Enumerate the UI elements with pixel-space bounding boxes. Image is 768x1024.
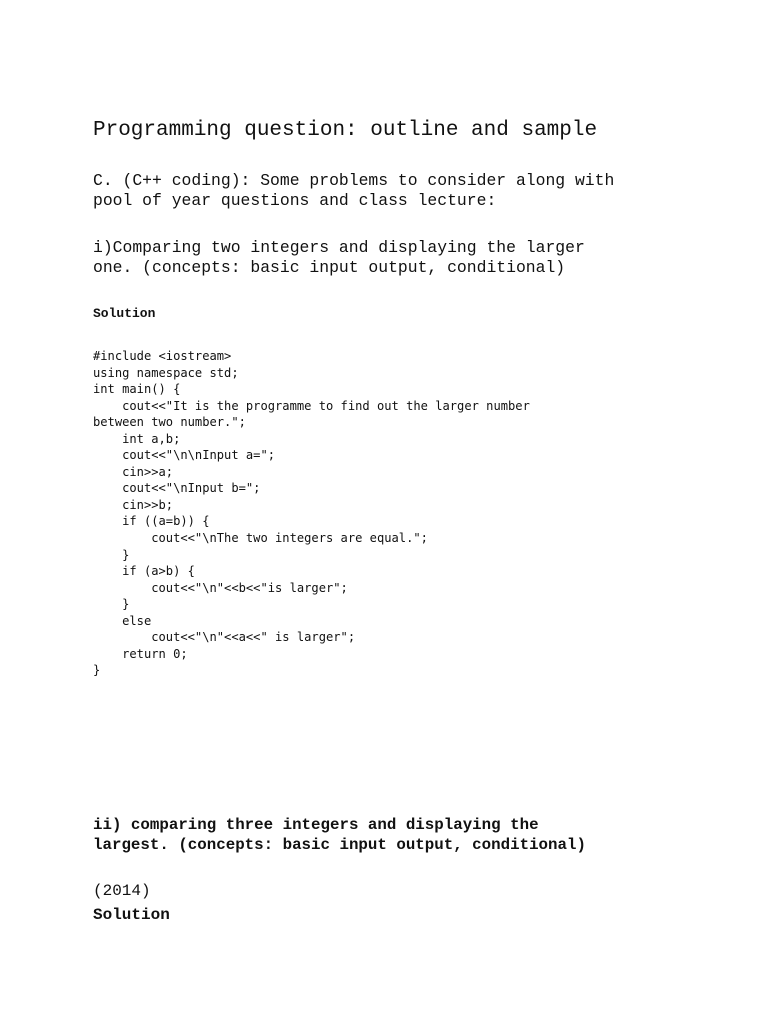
question-2-text: ii) comparing three integers and displaying the largest. (concepts: basic input output, conditional) [93,816,586,854]
solution-2-label: Solution [93,906,170,924]
solution-1-label: Solution [93,306,156,321]
question-1-text: i)Comparing two integers and displaying the larger one. (concepts: basic input output, conditional) [93,238,585,277]
code-block-1: #include <iostream> using namespace std; int main() { cout<<"It is the programme to find out the larger number between two number."; int a,b; cout<<"\n\nInput a="; cin>>a; cout<<"\nInput b="; cin>>b; if ((a=b)) { cout<<"\nThe two integers are equal."; } if (a>b) { cout<<"\n"<<b<<"is larger"; } else cout<<"\n"<<a<<" is larger"; return 0; } [93,349,530,678]
question-2-year: (2014) [93,882,151,900]
document-title: Programming question: outline and sample [93,119,598,142]
intro-paragraph: C. (C++ coding): Some problems to consider along with pool of year questions and class lecture: [93,171,615,210]
